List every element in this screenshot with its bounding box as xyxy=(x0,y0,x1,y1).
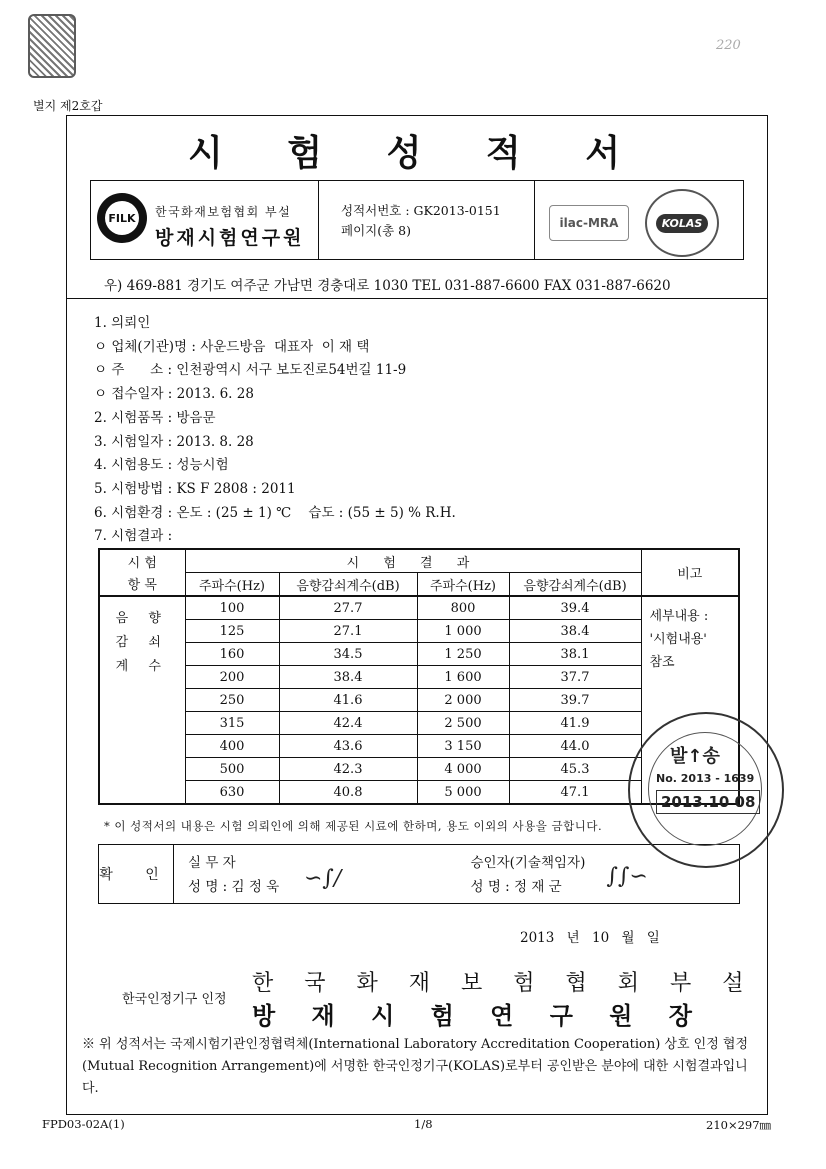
header-item: 시 험 xyxy=(99,549,185,573)
info-line: 3. 시험일자 : 2013. 8. 28 xyxy=(94,433,254,450)
attenuation-cell: 41.9 xyxy=(509,712,641,735)
header-attenuation: 음향감쇠계수(dB) xyxy=(279,573,417,597)
report-number: 성적서번호 : GK2013-0151 xyxy=(341,203,501,218)
filk-logo-icon: FILK xyxy=(97,193,147,243)
issuer-line-1: 한 국 화 재 보 험 협 회 부 설 xyxy=(252,971,756,996)
kolas-logo-icon: KOLAS xyxy=(645,189,719,257)
test-item-cell xyxy=(99,596,185,804)
info-line: 7. 시험결과 : xyxy=(94,528,173,545)
info-line: 6. 시험환경 : 온도 : (25 ± 1) ℃ 습도 : (55 ± 5) % R.H. xyxy=(94,504,456,521)
table-row xyxy=(99,596,739,620)
issuer-line-2: 방 재 시 험 연 구 원 장 xyxy=(252,1001,706,1030)
worker-title: 실 무 자 xyxy=(188,855,236,871)
header-box xyxy=(90,180,744,260)
test-item-line: 감 쇠 xyxy=(115,635,169,650)
approver-signature-icon: ∫∫∽ xyxy=(606,864,648,889)
frequency-cell: 1 000 xyxy=(417,620,509,643)
frequency-cell: 5 000 xyxy=(417,781,509,805)
footer-page-number: 1/8 xyxy=(414,1117,433,1131)
note-line: '시험내용' xyxy=(649,632,707,647)
attenuation-cell: 39.4 xyxy=(509,596,641,620)
dispatch-seal-icon: 발↑송 No. 2013 - 1639 2013.10 08 xyxy=(628,712,784,868)
request-info xyxy=(94,312,456,549)
attenuation-cell: 27.1 xyxy=(279,620,417,643)
header-frequency: 주파수(Hz) xyxy=(185,573,279,597)
approver-title: 승인자(기술책임자) xyxy=(470,855,586,871)
confirmation-box xyxy=(98,844,740,904)
attenuation-cell: 37.7 xyxy=(509,666,641,689)
attenuation-cell: 40.8 xyxy=(279,781,417,805)
worker-signature-icon: ∽∫∕ xyxy=(304,866,342,891)
header-attenuation: 음향감쇠계수(dB) xyxy=(509,573,641,597)
corner-stamp xyxy=(28,14,76,78)
frequency-cell: 630 xyxy=(185,781,279,805)
ilac-mra-logo-icon: ilac-MRA xyxy=(549,205,629,241)
accreditation-logos xyxy=(535,181,743,259)
org-name: 방재시험연구원 xyxy=(155,227,305,249)
footer-form-code: FPD03-02A(1) xyxy=(42,1117,125,1131)
header-item: 항 목 xyxy=(99,573,185,597)
test-item-line: 계 수 xyxy=(115,659,169,674)
report-info xyxy=(319,181,535,259)
attenuation-cell: 27.7 xyxy=(279,596,417,620)
frequency-cell: 3 150 xyxy=(417,735,509,758)
info-line: 5. 시험방법 : KS F 2808 : 2011 xyxy=(94,480,296,497)
info-line: 1. 의뢰인 xyxy=(94,315,151,331)
attenuation-cell: 34.5 xyxy=(279,643,417,666)
disclaimer: * 이 성적서의 내용은 시험 의뢰인에 의해 제공된 시료에 한하며, 용도 이외의 사용을 금합니다. xyxy=(104,819,603,833)
handwritten-note: 220 xyxy=(716,38,741,53)
attenuation-cell: 42.3 xyxy=(279,758,417,781)
frequency-cell: 1 600 xyxy=(417,666,509,689)
frequency-cell: 1 250 xyxy=(417,643,509,666)
frequency-cell: 800 xyxy=(417,596,509,620)
frequency-cell: 315 xyxy=(185,712,279,735)
header-note: 비고 xyxy=(641,549,739,596)
frequency-cell: 160 xyxy=(185,643,279,666)
frequency-cell: 4 000 xyxy=(417,758,509,781)
attenuation-cell: 38.4 xyxy=(279,666,417,689)
attenuation-cell: 42.4 xyxy=(279,712,417,735)
attenuation-cell: 45.3 xyxy=(509,758,641,781)
footer-paper-size: 210×297㎜ xyxy=(706,1118,772,1132)
frequency-cell: 250 xyxy=(185,689,279,712)
frequency-cell: 125 xyxy=(185,620,279,643)
approver-name: 성 명 : 정 재 군 xyxy=(470,879,562,895)
confirm-label: 확 인 xyxy=(99,845,174,903)
worker-name: 성 명 : 김 정 욱 xyxy=(188,879,280,895)
footnote: ※ 위 성적서는 국제시험기관인정협력체(International Laboratory Accreditation Cooperation) 상호 인정 협정(Mutual Recognition Arrangement)에 서명한 한국인정기구(KOLAS)로부터 공인받은 분야에 대한 시험결과입니다. xyxy=(82,1037,749,1096)
note-line: 참조 xyxy=(649,655,675,670)
frequency-cell: 200 xyxy=(185,666,279,689)
attenuation-cell: 38.4 xyxy=(509,620,641,643)
org-subtitle: 한국화재보험협회 부설 xyxy=(155,205,292,219)
attenuation-cell: 43.6 xyxy=(279,735,417,758)
attenuation-cell: 47.1 xyxy=(509,781,641,805)
test-item-line: 음 향 xyxy=(115,611,169,626)
info-line: ㅇ 주 소 : 인천광역시 서구 보도진로54번길 11-9 xyxy=(94,362,407,379)
accreditation-label: 한국인정기구 인정 xyxy=(122,992,227,1007)
worker-block xyxy=(174,845,457,903)
header-result: 시 험 결 과 xyxy=(185,549,641,573)
frequency-cell: 2 000 xyxy=(417,689,509,712)
page-count: 페이지(총 8) xyxy=(341,223,411,238)
attenuation-cell: 41.6 xyxy=(279,689,417,712)
note-line: 세부내용 : xyxy=(649,609,709,624)
divider xyxy=(66,298,768,299)
info-line: 4. 시험용도 : 성능시험 xyxy=(94,457,229,474)
frequency-cell: 2 500 xyxy=(417,712,509,735)
frequency-cell: 400 xyxy=(185,735,279,758)
info-line: ㅇ 접수일자 : 2013. 6. 28 xyxy=(94,386,254,403)
issue-date: 2013 년 10 월 일 xyxy=(520,930,660,946)
attenuation-cell: 39.7 xyxy=(509,689,641,712)
header-frequency: 주파수(Hz) xyxy=(417,573,509,597)
info-line: 2. 시험품목 : 방음문 xyxy=(94,409,216,426)
frequency-cell: 500 xyxy=(185,758,279,781)
form-number: 별지 제2호갑 xyxy=(33,99,103,113)
page-title: 시 험 성 적 서 xyxy=(187,132,646,174)
org-block xyxy=(91,181,319,259)
address-line: 우) 469-881 경기도 여주군 가남면 경충대로 1030 TEL 031-887-6600 FAX 031-887-6620 xyxy=(104,278,671,294)
info-line: ㅇ 업체(기관)명 : 사운드방음 대표자 이 재 택 xyxy=(94,338,370,355)
attenuation-cell: 44.0 xyxy=(509,735,641,758)
frequency-cell: 100 xyxy=(185,596,279,620)
attenuation-cell: 38.1 xyxy=(509,643,641,666)
